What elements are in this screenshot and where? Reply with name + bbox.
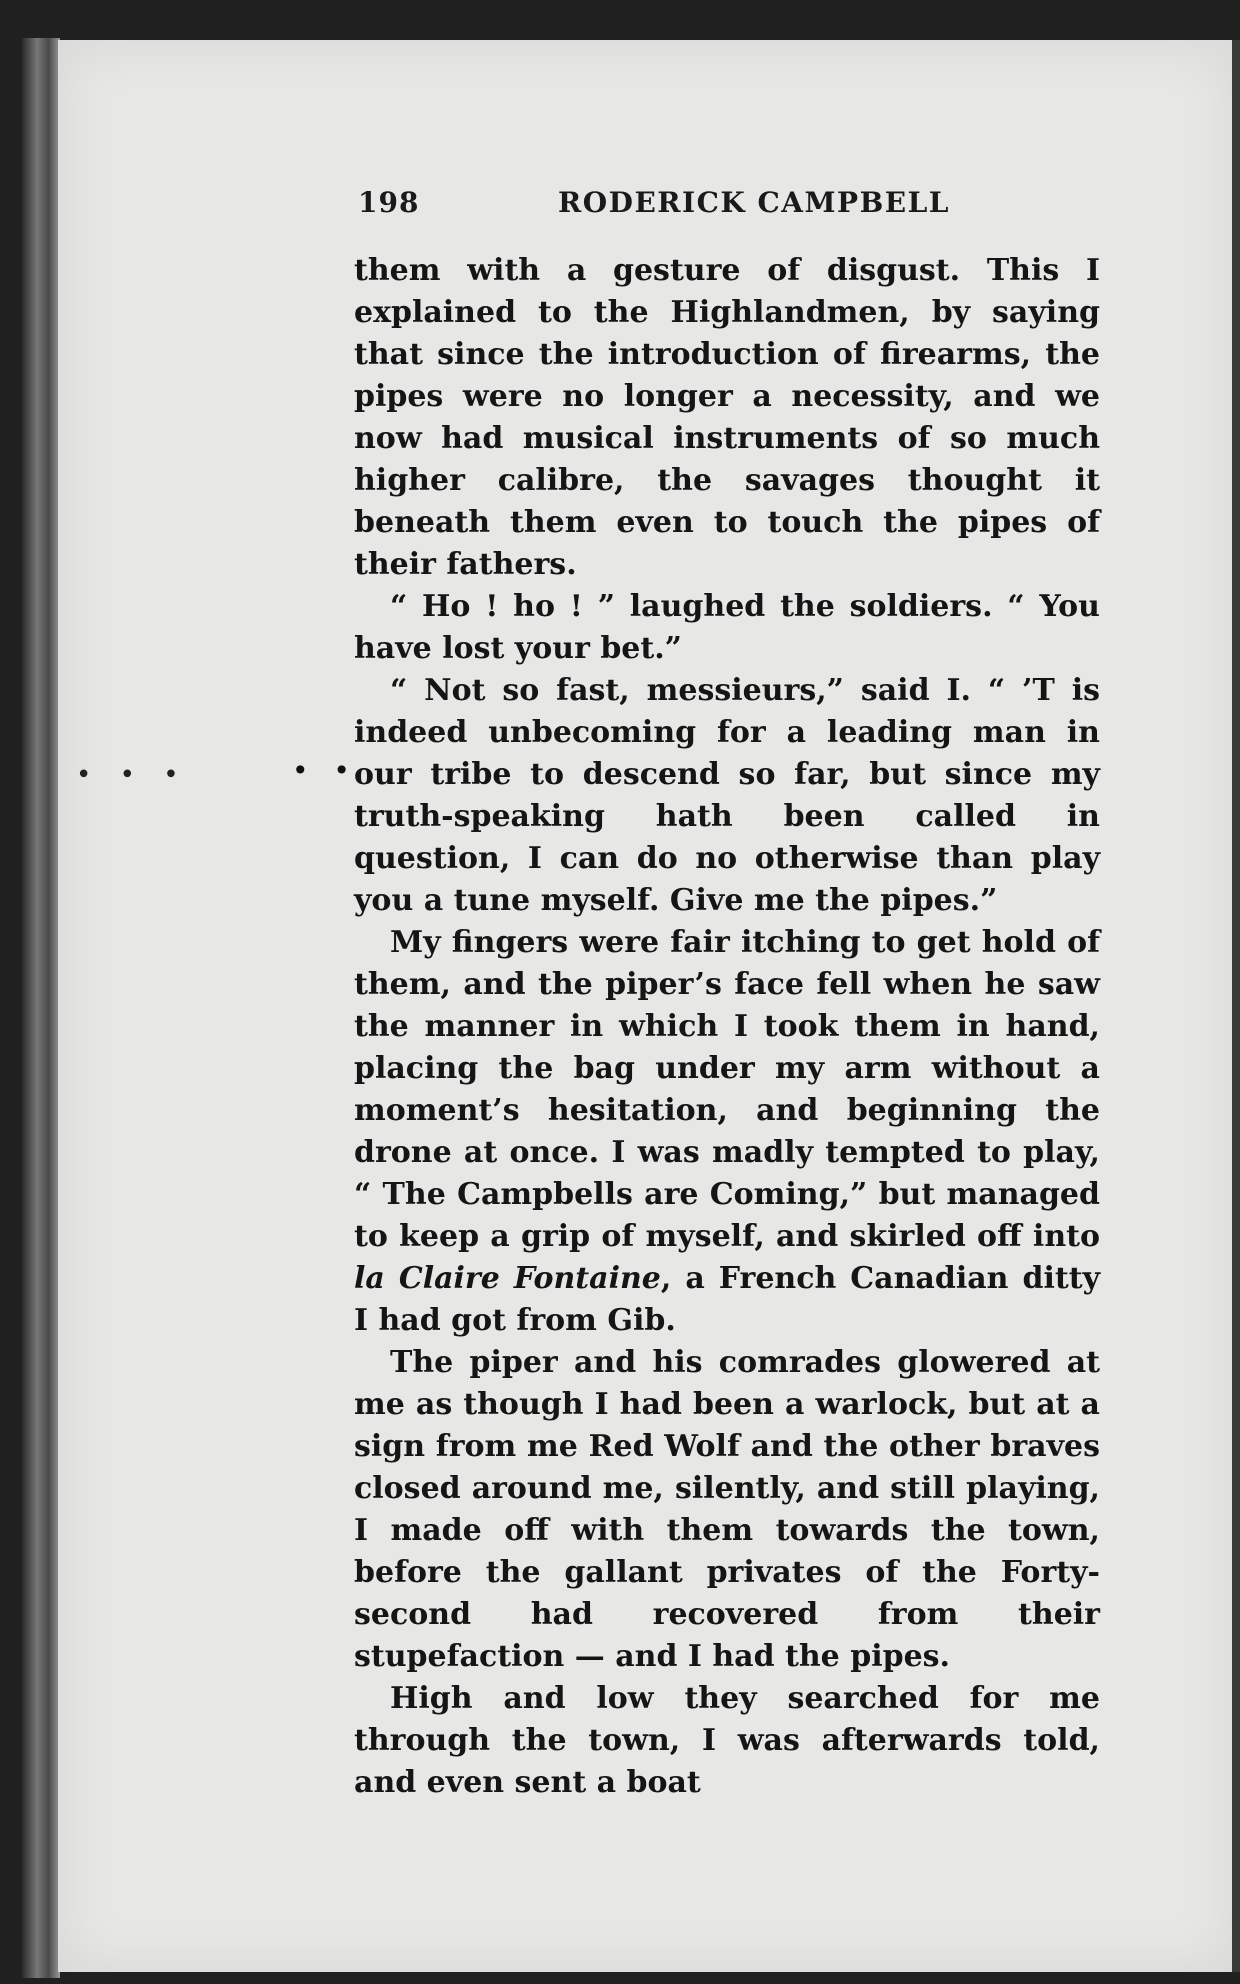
song-title: la Claire Fontaine <box>354 1261 661 1296</box>
page-number: 198 <box>358 186 420 219</box>
paragraph <box>354 922 1100 1342</box>
paragraph: High and low they searched for me through the town, I was afterwards told, and even sent a boat <box>354 1681 1100 1800</box>
paragraph: The piper and his comrades glowered at me as though I had been a warlock, but at a sign from me Red Wolf and the other braves closed around me, silently, and still playing, I made off with them towards the town, before the gallant privates of the Forty-second had recovered from their stupefaction — and I had the pipes. <box>354 1345 1100 1674</box>
paragraph-text: My fingers were fair itching to get hold of them, and the piper’s face fell when he saw the manner in which I took them in hand, placing the bag under my arm without a moment’s hesitation, and beginning the drone at once. I was madly tempted to play, “ The Campbells are Coming,” but managed to keep a grip of myself, and skirled off into <box>354 925 1100 1254</box>
body-text <box>354 250 1100 1804</box>
paragraph-text: , a French Canadian ditty I had got from Gib. <box>354 1261 1100 1338</box>
paragraph: “ Ho ! ho ! ” laughed the soldiers. “ You have lost your bet.” <box>354 589 1100 666</box>
paragraph: “ Not so fast, messieurs,” said I. “ ’T is indeed unbecoming for a leading man in our tribe to descend so far, but since my truth-speaking hath been called in question, I can do no otherwise than play you a tune myself. Give me the pipes.” <box>354 673 1100 918</box>
book-spine <box>22 38 60 1978</box>
margin-dots: • • • <box>76 760 189 790</box>
inner-margin-dots: • • <box>292 754 358 787</box>
running-head <box>358 186 1098 226</box>
page-edge <box>1232 40 1240 1972</box>
running-title: RODERICK CAMPBELL <box>558 186 950 219</box>
paragraph: them with a gesture of disgust. This I explained to the Highlandmen, by saying that since the introduction of firearms, the pipes were no longer a necessity, and we now had musical instruments of so much higher calibre, the savages thought it beneath them even to touch the pipes of their fathers. <box>354 253 1100 582</box>
